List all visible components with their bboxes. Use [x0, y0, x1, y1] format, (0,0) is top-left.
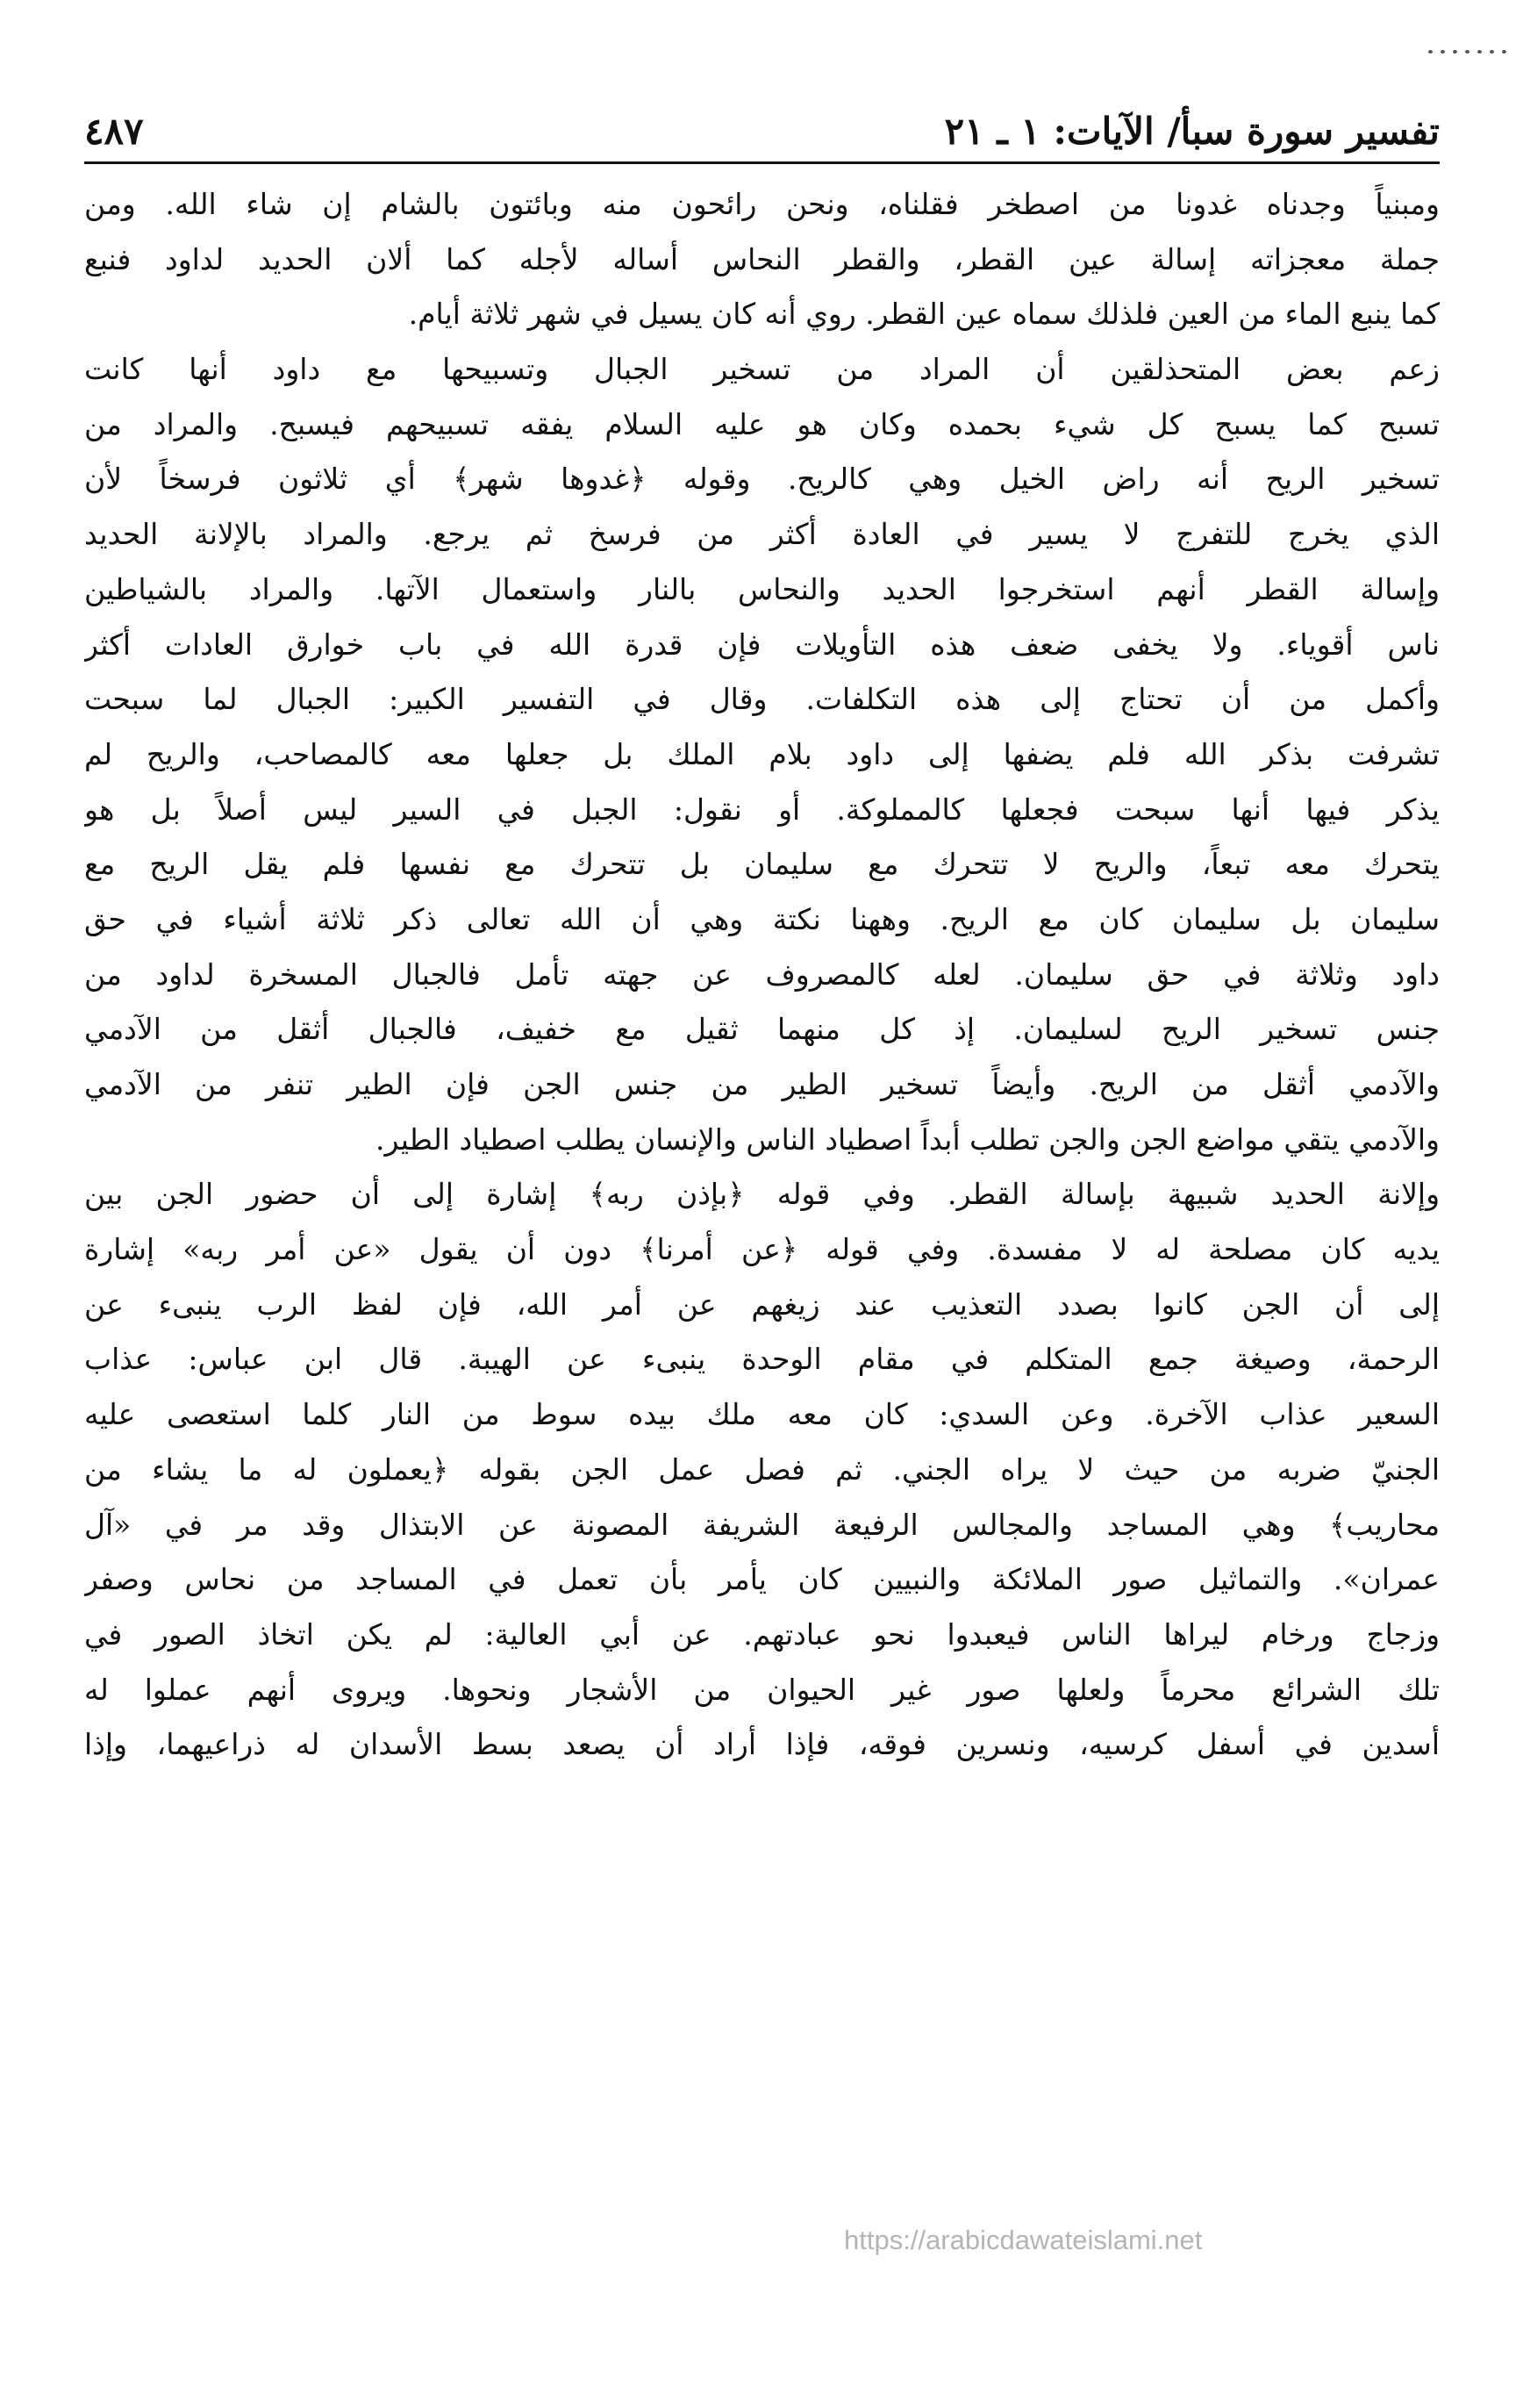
text-line: الذي يخرج للتفرج لا يسير في العادة أكثر من فرسخ ثم يرجع. والمراد بالإلانة الحديد: [84, 517, 1440, 552]
text-line: تسبح كما يسبح كل شيء بحمده وكان هو عليه السلام يفقه تسبيحهم فيسبح. والمراد من: [84, 406, 1440, 441]
text-line: زعم بعض المتحذلقين أن المراد من تسخير الجبال وتسبيحها مع داود أنها كانت: [84, 352, 1440, 387]
text-line: الرحمة، وصيغة جمع المتكلم في مقام الوحدة ينبىء عن الهيبة. قال ابن عباس: عذاب: [84, 1342, 1440, 1377]
text-line: وإسالة القطر أنهم استخرجوا الحديد والنحاس بالنار واستعمال الآتها. والمراد بالشياطين: [84, 571, 1440, 606]
page-number: ٤٨٧: [84, 110, 144, 153]
running-title: تفسير سورة سبأ/ الآيات: ١ ـ ٢١: [944, 110, 1440, 153]
text-line: يذكر فيها أنها سبحت فجعلها كالمملوكة. أو نقول: الجبل في السير ليس أصلاً بل هو: [84, 792, 1440, 827]
text-line: تسخير الريح أنه راض الخيل وهي كالريح. وقوله ﴿غدوها شهر﴾ أي ثلاثون فرسخاً لأن: [84, 462, 1440, 497]
text-line: أسدين في أسفل كرسيه، ونسرين فوقه، فإذا أراد أن يصعد بسط الأسدان له ذراعيهما، وإذا: [84, 1727, 1440, 1762]
header-rule: [84, 161, 1440, 164]
text-line: جنس تسخير الريح لسليمان. إذ كل منهما ثقيل مع خفيف، فالجبال أثقل من الآدمي: [84, 1012, 1440, 1047]
text-line: وإلانة الحديد شبيهة بإسالة القطر. وفي قوله ﴿بإذن ربه﴾ إشارة إلى أن حضور الجن بين: [84, 1177, 1440, 1212]
watermark: https://arabicdawateislami.net: [844, 2225, 1203, 2255]
text-line: جملة معجزاته إسالة عين القطر، والقطر النحاس أساله لأجله كما ألان الحديد لداود فنبع: [84, 241, 1440, 276]
text-line: تلك الشرائع محرماً ولعلها صور غير الحيوان من الأشجار ونحوها. ويروى أنهم عملوا له: [84, 1672, 1440, 1707]
text-line: والآدمي أثقل من الريح. وأيضاً تسخير الطير من جنس الجن فإن الطير تنفر من الآدمي: [84, 1067, 1440, 1101]
scan-speckles: [1428, 46, 1512, 58]
text-line: وزجاج ورخام ليراها الناس فيعبدوا نحو عبادتهم. عن أبي العالية: لم يكن اتخاذ الصور في: [84, 1616, 1440, 1652]
text-line: تشرفت بذكر الله فلم يضفها إلى داود بلام الملك بل جعلها معه كالمصاحب، والريح لم: [84, 736, 1440, 771]
text-line: سليمان بل سليمان كان مع الريح. وههنا نكتة وهي أن الله تعالى ذكر ثلاثة أشياء في حق: [84, 901, 1440, 936]
text-line: محاريب﴾ وهي المساجد والمجالس الرفيعة الشريفة المصونة عن الابتذال وقد مر في «آل: [84, 1507, 1440, 1542]
text-line: ناس أقوياء. ولا يخفى ضعف هذه التأويلات فإن قدرة الله في باب خوارق العادات أكثر: [84, 627, 1440, 662]
text-line: يتحرك معه تبعاً، والريح لا تتحرك مع سليمان بل تتحرك مع نفسها فلم يقل الريح مع: [84, 847, 1440, 882]
text-line: وأكمل من أن تحتاج إلى هذه التكلفات. وقال في التفسير الكبير: الجبال لما سبحت: [84, 682, 1440, 717]
text-line: داود وثلاثة في حق سليمان. لعله كالمصروف عن جهته تأمل فالجبال المسخرة لداود من: [84, 957, 1440, 992]
text-line: السعير عذاب الآخرة. وعن السدي: كان معه ملك بيده سوط من النار كلما استعصى عليه: [84, 1397, 1440, 1432]
text-line: يديه كان مصلحة له لا مفسدة. وفي قوله ﴿عن أمرنا﴾ دون أن يقول «عن أمر ربه» إشارة: [84, 1232, 1440, 1267]
text-line: إلى أن الجن كانوا بصدد التعذيب عند زيغهم عن أمر الله، فإن لفظ الرب ينبىء عن: [84, 1286, 1440, 1322]
running-head: [84, 95, 1440, 158]
text-line: والآدمي يتقي مواضع الجن والجن تطلب أبداً اصطياد الناس والإنسان يطلب اصطياد الطير.: [375, 1122, 1440, 1157]
text-line: كما ينبع الماء من العين فلذلك سماه عين القطر. روي أنه كان يسيل في شهر ثلاثة أيام.: [408, 297, 1440, 332]
body-text: [84, 177, 1440, 1773]
text-line: عمران». والتماثيل صور الملائكة والنبيين كان يأمر بأن تعمل في المساجد من نحاس وصفر: [84, 1562, 1440, 1597]
text-line: الجنيّ ضربه من حيث لا يراه الجني. ثم فصل عمل الجن بقوله ﴿يعملون له ما يشاء من: [84, 1451, 1440, 1487]
text-line: ومبنياً وجدناه غدونا من اصطخر فقلناه، ونحن رائحون منه وبائتون بالشام إن شاء الله. ومن: [84, 187, 1440, 221]
